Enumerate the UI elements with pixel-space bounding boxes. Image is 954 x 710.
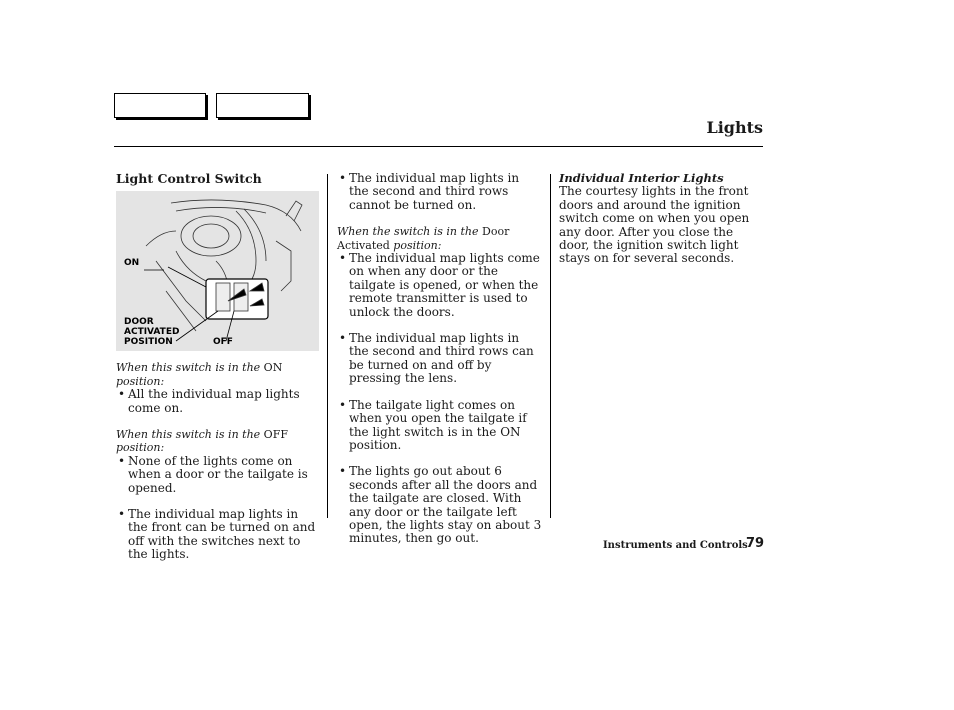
- page-title: Lights: [706, 118, 763, 137]
- off-position-lead: When this switch is in the OFF position:: [116, 428, 288, 455]
- label-door-activated: DOOR ACTIVATED POSITION: [124, 317, 180, 348]
- footer-section-name: Instruments and Controls: [603, 540, 748, 551]
- body-text: The courtesy lights in the front doors and around the ignition switch come on when you open any door. After you close the door, the ignition switch light stays on for several seconds.: [559, 184, 750, 266]
- label-on: ON: [124, 258, 140, 269]
- nav-box-next[interactable]: [216, 93, 309, 118]
- nav-box-previous[interactable]: [114, 93, 206, 118]
- list-item: • None of the lights come on when a door or the tailgate is opened.: [116, 455, 321, 495]
- list-item: • All the individual map lights come on.: [116, 388, 321, 415]
- door-activated-lead: When the switch is in the Door Activated position:: [337, 225, 510, 252]
- list-item: • The individual map lights come on when any door or the tailgate is opened, or when the remote transmitter is used to unlock the doors.: [337, 252, 542, 319]
- list-item: • The individual map lights in the second and third rows can be turned on and off by pressing the lens.: [337, 332, 542, 386]
- column-2: [337, 172, 542, 546]
- label-off: OFF: [213, 337, 233, 348]
- title-rule: [114, 146, 763, 147]
- section-heading: Individual Interior Lights: [559, 171, 724, 185]
- list-item: • The tailgate light comes on when you open the tailgate if the light switch is in the ON position.: [337, 399, 542, 453]
- on-position-lead: When this switch is in the ON position:: [116, 361, 283, 388]
- list-item: • The individual map lights in the front can be turned on and off with the switches next to the lights.: [116, 508, 321, 562]
- column-1: [116, 172, 321, 562]
- list-item: • The lights go out about 6 seconds after all the doors and the tailgate are closed. With any door or the tailgate left open, the lights stay on about 3 minutes, then go out.: [337, 465, 542, 545]
- section-heading: Light Control Switch: [116, 171, 262, 186]
- column-divider: [327, 174, 328, 518]
- column-3: [559, 172, 764, 266]
- column-divider: [550, 174, 551, 518]
- list-item: • The individual map lights in the second and third rows cannot be turned on.: [337, 172, 542, 212]
- light-switch-illustration: [116, 191, 319, 351]
- page-number: 79: [746, 536, 765, 551]
